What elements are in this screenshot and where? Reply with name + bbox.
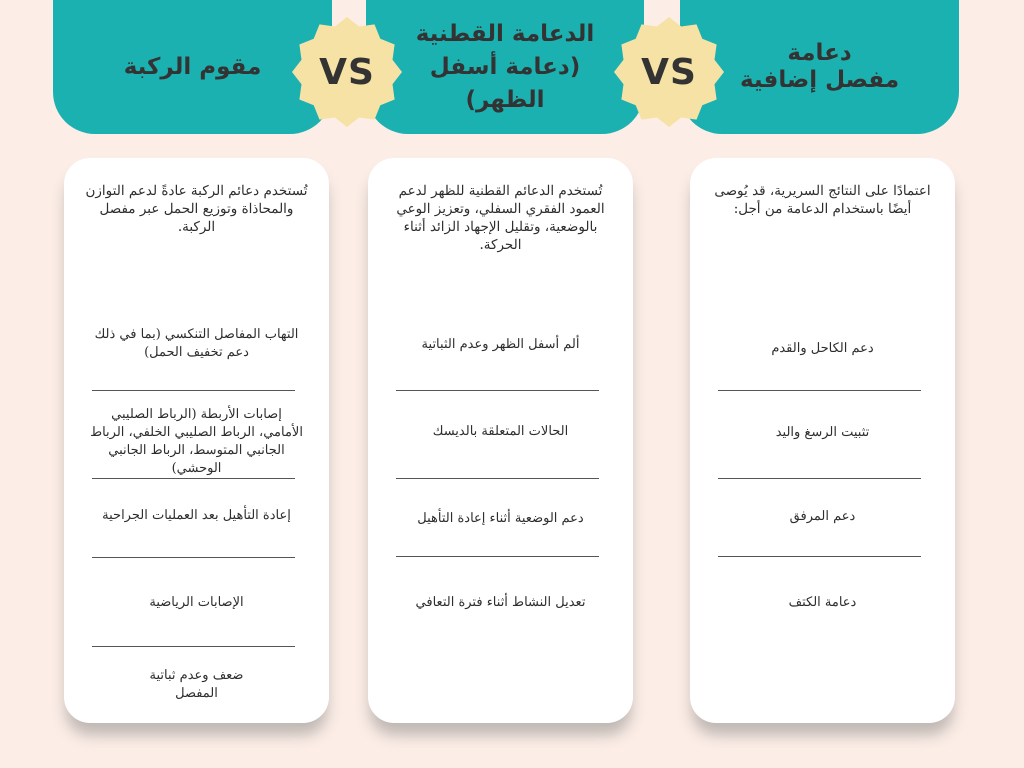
list-item: دعم الكاحل والقدم xyxy=(771,341,874,356)
card-intro: تُستخدم دعائم الركبة عادةً لدعم التوازن والمحاذاة وتوزيع الحمل عبر مفصل الركبة. xyxy=(85,183,308,235)
list-item: دعم الوضعية أثناء إعادة التأهيل xyxy=(417,511,584,526)
list-item: دعم المرفق xyxy=(789,509,856,524)
divider xyxy=(92,390,295,391)
list-item: إعادة التأهيل بعد العمليات الجراحية xyxy=(102,508,291,523)
divider xyxy=(92,557,295,558)
lumbar-brace-card xyxy=(368,158,633,723)
knee-brace-title: مقوم الركبة xyxy=(123,54,262,80)
divider xyxy=(396,556,599,557)
additional-brace-title: دعامة مفصل إضافية xyxy=(739,40,900,93)
additional-brace-card xyxy=(690,158,955,723)
vs-label: VS xyxy=(319,51,375,93)
list-item: دعامة الكتف xyxy=(788,595,857,610)
list-item: ضعف وعدم ثباتية المفصل xyxy=(149,668,244,701)
divider xyxy=(92,478,295,479)
vs-label: VS xyxy=(641,51,697,93)
list-item: التهاب المفاصل التنكسي (بما في ذلك دعم تخفيف الحمل) xyxy=(94,327,299,360)
list-item: الإصابات الرياضية xyxy=(149,595,244,610)
divider xyxy=(92,646,295,647)
list-item: ألم أسفل الظهر وعدم الثباتية xyxy=(421,337,580,352)
card-intro: تُستخدم الدعائم القطنية للظهر لدعم العمود الفقري السفلي، وتعزيز الوعي بالوضعية، وتقليل الإجهاد الزائد أثناء الحركة. xyxy=(396,183,605,253)
lumbar-brace-header xyxy=(366,0,644,134)
vs-badge xyxy=(288,13,406,131)
knee-brace-card xyxy=(64,158,329,723)
vs-badge xyxy=(610,13,728,131)
divider xyxy=(718,556,921,557)
divider xyxy=(718,390,921,391)
list-item: تثبيت الرسغ واليد xyxy=(775,425,870,440)
list-item: تعديل النشاط أثناء فترة التعافي xyxy=(415,595,586,610)
divider xyxy=(718,478,921,479)
divider xyxy=(396,478,599,479)
list-item: إصابات الأربطة (الرباط الصليبي الأمامي، الرباط الصليبي الخلفي، الرباط الجانبي المتوسط، الرباط الجانبي الوحشي) xyxy=(90,407,303,476)
divider xyxy=(396,390,599,391)
card-intro: اعتمادًا على النتائج السريرية، قد يُوصى أيضًا باستخدام الدعامة من أجل: xyxy=(714,183,931,217)
list-item: الحالات المتعلقة بالديسك xyxy=(432,424,569,439)
lumbar-brace-title: الدعامة القطنية (دعامة أسفل الظهر) xyxy=(415,20,595,113)
